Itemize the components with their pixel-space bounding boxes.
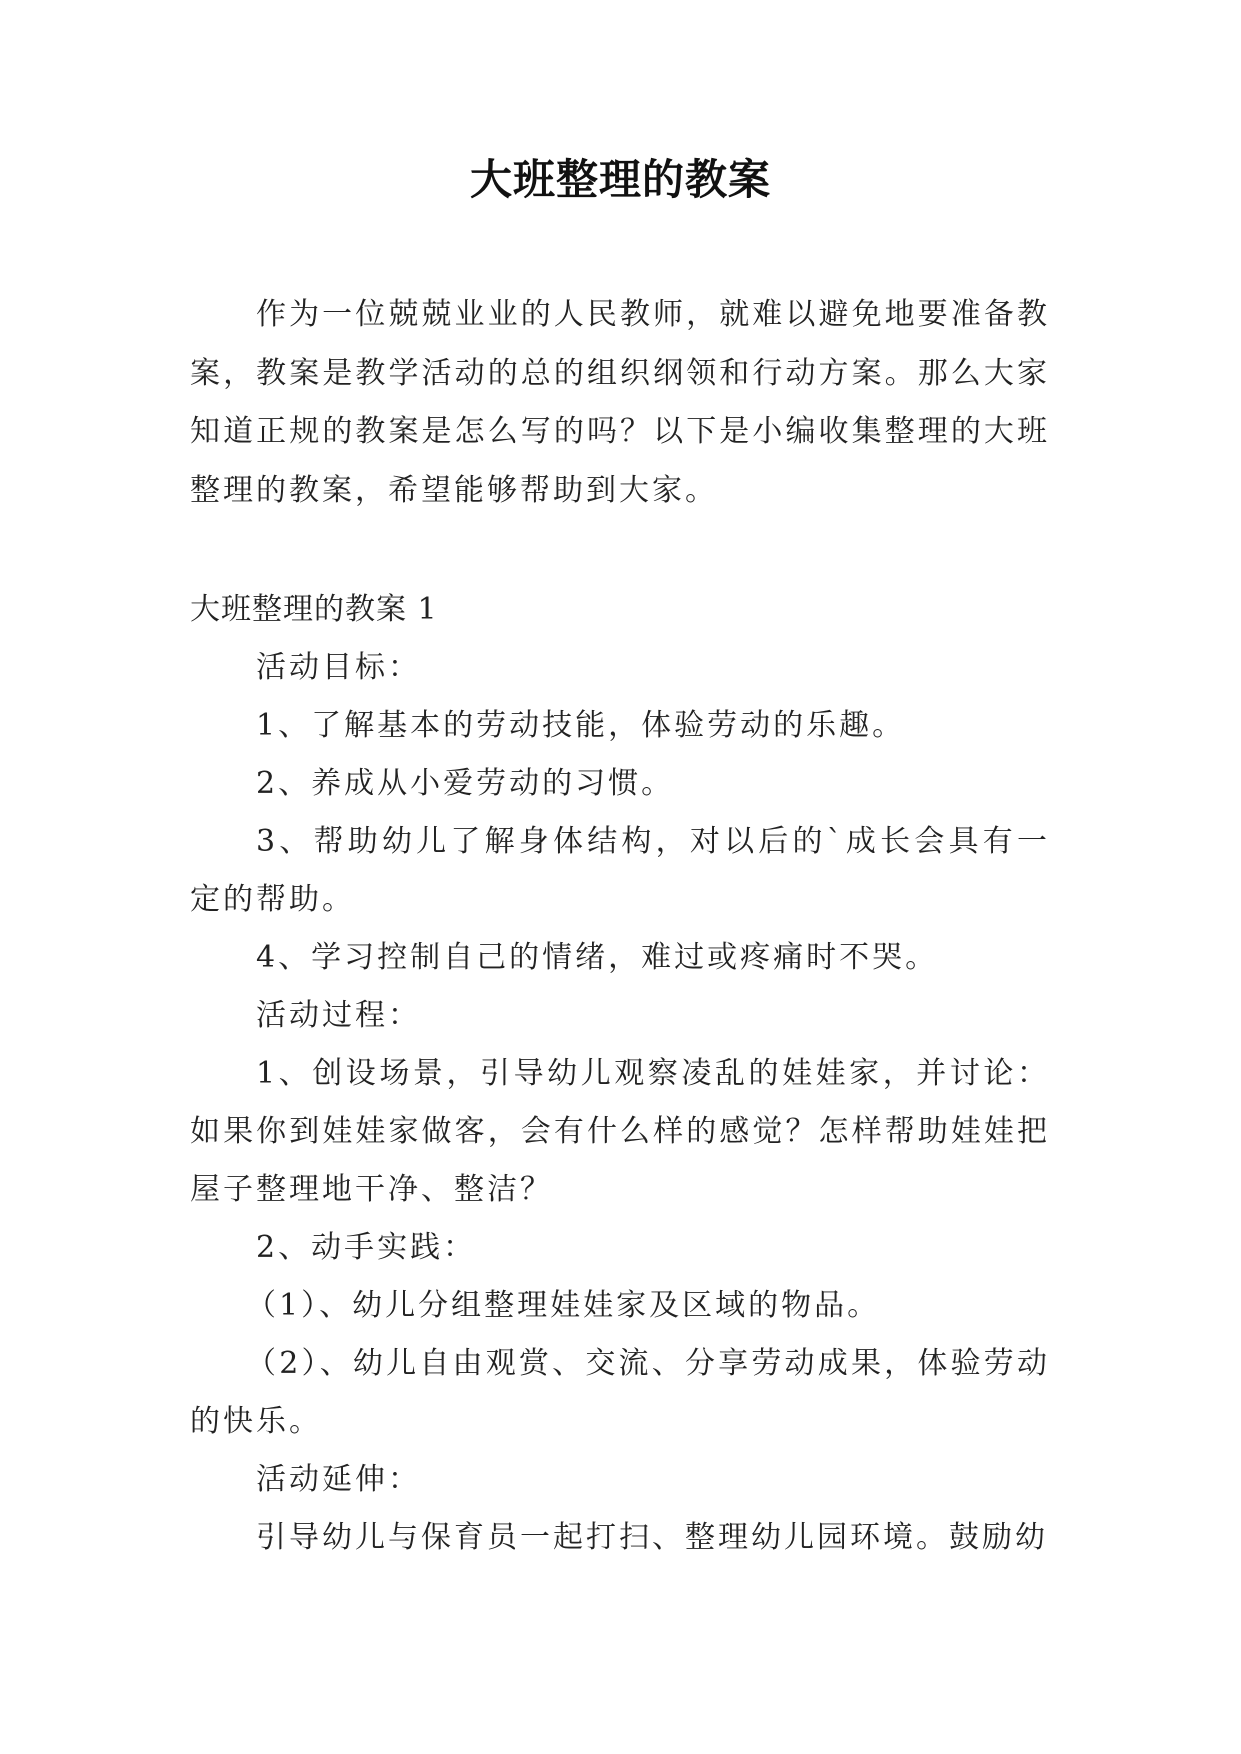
paragraph-goal-1: 1、了解基本的劳动技能，体验劳动的乐趣。 xyxy=(256,708,906,743)
paragraph-activity-extension-label: 活动延伸： xyxy=(256,1462,421,1497)
paragraph-goal-3: 3、帮助幼儿了解身体结构，对以后的`成长会具有一定的帮助。 xyxy=(190,824,1050,917)
paragraph-extension: 引导幼儿与保育员一起打扫、整理幼儿园环境。鼓励幼 xyxy=(256,1520,1048,1555)
paragraph-goal-4: 4、学习控制自己的情绪，难过或疼痛时不哭。 xyxy=(256,940,939,975)
paragraph-activity-goals-label: 活动目标： xyxy=(256,650,421,685)
document-body xyxy=(190,286,1050,1567)
paragraph-goal-2: 2、养成从小爱劳动的习惯。 xyxy=(256,766,675,801)
document-title: 大班整理的教案 xyxy=(469,155,771,204)
paragraph-process-2-2: （2）、幼儿自由观赏、交流、分享劳动成果，体验劳动的快乐。 xyxy=(190,1346,1050,1439)
intro-paragraph: 作为一位兢兢业业的人民教师，就难以避免地要准备教案，教案是教学活动的总的组织纲领和行动方案。那么大家知道正规的教案是怎么写的吗？以下是小编收集整理的大班整理的教案，希望能够帮助到大家。 xyxy=(190,297,1050,508)
paragraph-process-1: 1、创设场景，引导幼儿观察凌乱的娃娃家，并讨论：如果你到娃娃家做客，会有什么样的感觉？怎样帮助娃娃把屋子整理地干净、整洁？ xyxy=(190,1056,1050,1207)
section-heading: 大班整理的教案 1 xyxy=(190,592,438,627)
paragraph-activity-process-label: 活动过程： xyxy=(256,998,421,1033)
paragraph-process-2: 2、动手实践： xyxy=(256,1230,477,1265)
paragraph-process-2-1: （1）、幼儿分组整理娃娃家及区域的物品。 xyxy=(246,1288,881,1323)
